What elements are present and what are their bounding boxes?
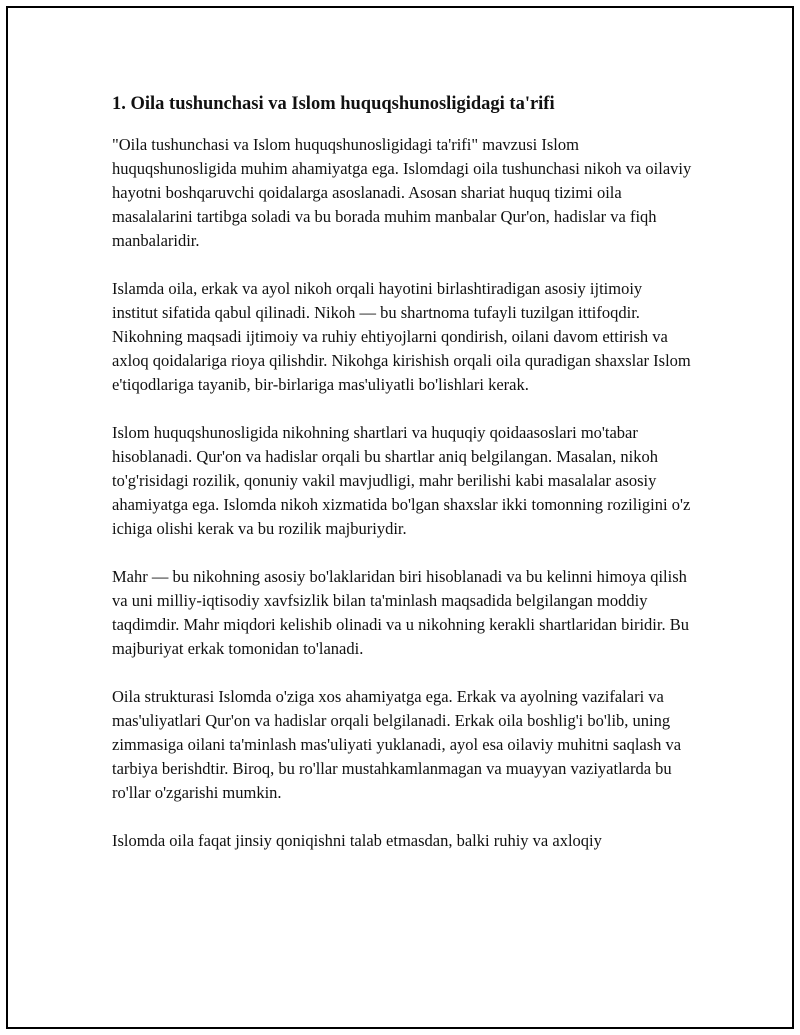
paragraph-2: Islamda oila, erkak va ayol nikoh orqali hayotini birlashtiradigan asosiy ijtimoiy institut sifatida qabul qilinadi. Nikoh — bu shartnoma tufayli tuzilgan ittifoqdir. Nikohning maqsadi ijtimoiy va ruhiy ehtiyojlarni qondirish, oilani davom ettirish va axloq qoidalariga rioya qilishdir. Nikohga kirishish orqali oila quradigan shaxslar Islom e'tiqodlariga tayanib, bir-birlariga mas'uliyatli bo'lishlari kerak. <box>112 279 691 394</box>
paragraph-6: Islomda oila faqat jinsiy qoniqishni talab etmasdan, balki ruhiy va axloqiy <box>112 831 602 850</box>
paragraph-5: Oila strukturasi Islomda o'ziga xos ahamiyatga ega. Erkak va ayolning vazifalari va mas'uliyatlari Qur'on va hadislar orqali belgilanadi. Erkak oila boshlig'i bo'lib, uning zimmasiga oilani ta'minlash mas'uliyati yuklanadi, ayol esa oilaviy muhitni saqlash va tarbiya berishdtir. Biroq, bu ro'llar mustahkamlanmagan va muayyan vaziyatlarda bu ro'llar o'zgarishi mumkin. <box>112 687 682 802</box>
section-heading: 1. Oila tushunchasi va Islom huquqshunosligidagi ta'rifi <box>112 94 555 114</box>
document-body <box>112 91 692 877</box>
paragraph-4: Mahr — bu nikohning asosiy bo'laklaridan biri hisoblanadi va bu kelinni himoya qilish va uni milliy-iqtisodiy xavfsizlik bilan ta'minlash maqsadida belgilangan moddiy taqdimdir. Mahr miqdori kelishib olinadi va u nikohning kerakli shartlaridan biridir. Bu majburiyat erkak tomonidan to'lanadi. <box>112 567 689 658</box>
paragraph-3: Islom huquqshunosligida nikohning shartlari va huquqiy qoidaasoslari mo'tabar hisoblanadi. Qur'on va hadislar orqali bu shartlar aniq belgilangan. Masalan, nikoh to'g'risidagi rozilik, qonuniy vakil mavjudligi, mahr berilishi kabi masalalar asosiy ahamiyatga ega. Islomda nikoh xizmatida bo'lgan shaxslar ikki tomonning roziligini o'z ichiga olishi kerak va bu rozilik majburiydir. <box>112 423 691 538</box>
paragraph-1: "Oila tushunchasi va Islom huquqshunosligidagi ta'rifi" mavzusi Islom huquqshunosligida muhim ahamiyatga ega. Islomdagi oila tushunchasi nikoh va oilaviy hayotni boshqaruvchi qoidalarga asoslanadi. Asosan shariat huquq tizimi oila masalalarini tartibga soladi va bu borada muhim manbalar Qur'on, hadislar va fiqh manbalaridir. <box>112 135 692 250</box>
